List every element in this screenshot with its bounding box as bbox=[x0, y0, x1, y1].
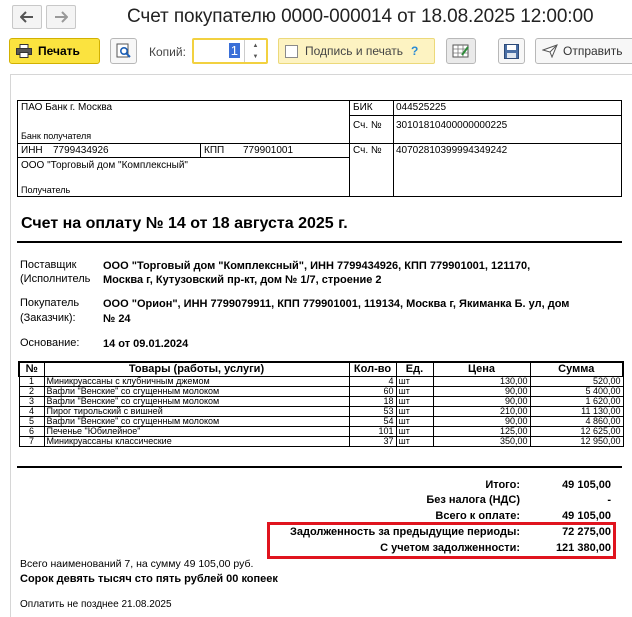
help-icon[interactable]: ? bbox=[411, 44, 419, 58]
cell-qty: 18 bbox=[349, 396, 396, 406]
cell-unit: шт bbox=[396, 426, 433, 436]
preview-button[interactable] bbox=[110, 38, 137, 64]
arrow-left-icon bbox=[20, 11, 34, 23]
copies-label: Копий: bbox=[149, 45, 186, 59]
vat-value: - bbox=[607, 494, 611, 506]
cell-sum: 12 625,00 bbox=[530, 426, 623, 436]
send-button-label: Отправить bbox=[563, 44, 623, 58]
cell-sum: 520,00 bbox=[530, 376, 623, 386]
col-goods: Товары (работы, услуги) bbox=[44, 362, 349, 376]
total-label: Итого: bbox=[485, 479, 520, 491]
buyer-line-2: № 24 bbox=[103, 313, 131, 325]
bik-label: БИК bbox=[353, 102, 373, 113]
cell-num: 6 bbox=[19, 426, 44, 436]
cell-price: 210,00 bbox=[433, 406, 530, 416]
cell-unit: шт bbox=[396, 386, 433, 396]
copies-input[interactable] bbox=[192, 38, 268, 64]
table-row bbox=[19, 406, 623, 416]
col-price: Цена bbox=[433, 362, 530, 376]
stepper-down-icon[interactable]: ▼ bbox=[252, 53, 259, 60]
supplier-line-2: Москва г, Кутузовский пр-кт, дом № 1/7, строение 2 bbox=[103, 274, 382, 286]
magnifier-icon bbox=[116, 43, 132, 59]
stepper-up-icon[interactable]: ▲ bbox=[252, 42, 259, 49]
due-value: 49 105,00 bbox=[562, 510, 611, 522]
col-unit: Ед. bbox=[396, 362, 433, 376]
cell-price: 125,00 bbox=[433, 426, 530, 436]
inn-value: 7799434926 bbox=[53, 145, 109, 156]
printer-icon bbox=[16, 44, 32, 58]
cell-price: 90,00 bbox=[433, 386, 530, 396]
cell-qty: 101 bbox=[349, 426, 396, 436]
buyer-label-2: (Заказчик): bbox=[20, 312, 76, 324]
buyer-line-1: ООО "Орион", ИНН 7799079911, КПП 779901001, 119134, Москва г, Якиманка Б. ул, дом bbox=[103, 298, 570, 310]
cell-qty: 60 bbox=[349, 386, 396, 396]
col-num: № bbox=[19, 362, 44, 376]
account-label: Сч. № bbox=[353, 145, 382, 156]
bik-value: 044525225 bbox=[396, 102, 447, 113]
print-button[interactable] bbox=[9, 38, 100, 64]
recipient-name: ООО "Торговый дом "Комплексный" bbox=[21, 160, 188, 171]
table-settings-icon bbox=[452, 43, 470, 59]
cell-name: Печенье "Юбилейное" bbox=[44, 426, 349, 436]
print-button-label: Печать bbox=[38, 44, 80, 58]
arrow-right-icon bbox=[54, 11, 68, 23]
bank-caption: Банк получателя bbox=[21, 131, 92, 141]
copies-stepper[interactable] bbox=[244, 40, 266, 62]
debt-label: Задолженность за предыдущие периоды: bbox=[289, 526, 520, 538]
cell-num: 1 bbox=[19, 376, 44, 386]
sign-and-print-checkbox[interactable] bbox=[278, 38, 435, 64]
with-debt-value: 121 380,00 bbox=[555, 542, 611, 554]
forward-button[interactable] bbox=[46, 5, 76, 29]
document-area[interactable] bbox=[10, 74, 632, 617]
cell-qty: 37 bbox=[349, 436, 396, 446]
title-bar bbox=[0, 0, 632, 34]
copies-value[interactable]: 1 bbox=[230, 43, 238, 58]
cell-name: Пирог тирольский с вишней bbox=[44, 406, 349, 416]
cell-sum: 1 620,00 bbox=[530, 396, 623, 406]
cell-unit: шт bbox=[396, 406, 433, 416]
table-row bbox=[19, 376, 623, 386]
col-qty: Кол-во bbox=[349, 362, 396, 376]
buyer-label: Покупатель bbox=[20, 297, 80, 309]
inn-label: ИНН bbox=[21, 145, 43, 156]
cell-unit: шт bbox=[396, 376, 433, 386]
sum-in-words: Сорок девять тысяч сто пять рублей 00 копеек bbox=[20, 573, 278, 585]
cell-name: Вафли "Венские" со сгущенным молоком bbox=[44, 416, 349, 426]
cell-name: Вафли "Венские" со сгущенным молоком bbox=[44, 396, 349, 406]
basis-label: Основание: bbox=[20, 337, 80, 349]
checkbox-icon[interactable] bbox=[285, 45, 298, 58]
due-label: Всего к оплате: bbox=[435, 510, 520, 522]
supplier-line-1: ООО "Торговый дом "Комплексный", ИНН 7799434926, КПП 779901001, 121170, bbox=[103, 260, 531, 272]
floppy-disk-icon bbox=[504, 44, 519, 59]
back-button[interactable] bbox=[12, 5, 42, 29]
pay-before: Оплатить не позднее 21.08.2025 bbox=[20, 599, 172, 610]
title-divider bbox=[17, 241, 622, 243]
account-value: 40702810399994349242 bbox=[396, 145, 508, 156]
kpp-value: 779901001 bbox=[243, 145, 294, 156]
cell-qty: 4 bbox=[349, 376, 396, 386]
bank-details bbox=[17, 100, 622, 197]
table-row bbox=[19, 426, 623, 436]
cell-unit: шт bbox=[396, 436, 433, 446]
debt-highlight-box bbox=[267, 522, 616, 559]
bank-name: ПАО Банк г. Москва bbox=[21, 102, 113, 113]
corr-account-value: 30101810400000000225 bbox=[396, 120, 508, 131]
cell-price: 90,00 bbox=[433, 396, 530, 406]
cell-price: 350,00 bbox=[433, 436, 530, 446]
cell-name: Миникруассаны классические bbox=[44, 436, 349, 446]
settings-button[interactable] bbox=[446, 38, 476, 64]
sign-and-print-label: Подпись и печать bbox=[305, 44, 404, 58]
kpp-label: КПП bbox=[204, 145, 225, 156]
col-sum: Сумма bbox=[530, 362, 623, 376]
cell-qty: 54 bbox=[349, 416, 396, 426]
cell-name: Миникруассаны с клубничным джемом bbox=[44, 376, 349, 386]
invoice-document bbox=[11, 75, 632, 617]
toolbar bbox=[0, 34, 632, 70]
cell-price: 130,00 bbox=[433, 376, 530, 386]
table-row bbox=[19, 416, 623, 426]
cell-sum: 4 860,00 bbox=[530, 416, 623, 426]
debt-value: 72 275,00 bbox=[562, 526, 611, 538]
recipient-caption: Получатель bbox=[21, 185, 71, 195]
cell-price: 90,00 bbox=[433, 416, 530, 426]
window-title: Счет покупателю 0000-000014 от 18.08.2025 12:00:00 bbox=[127, 6, 594, 27]
items-table bbox=[18, 361, 624, 447]
save-button[interactable] bbox=[498, 38, 525, 64]
send-button[interactable] bbox=[535, 38, 632, 64]
table-row bbox=[19, 386, 623, 396]
cell-sum: 11 130,00 bbox=[530, 406, 623, 416]
corr-account-label: Сч. № bbox=[353, 120, 382, 131]
cell-num: 7 bbox=[19, 436, 44, 446]
table-bottom-rule bbox=[17, 466, 622, 468]
cell-name: Вафли "Венские" со сгущенным молоком bbox=[44, 386, 349, 396]
cell-unit: шт bbox=[396, 416, 433, 426]
send-arrow-icon bbox=[542, 44, 558, 58]
supplier-label-2: (Исполнитель bbox=[20, 273, 91, 285]
vat-label: Без налога (НДС) bbox=[426, 494, 520, 506]
table-header-row bbox=[19, 362, 623, 376]
items-summary: Всего наименований 7, на сумму 49 105,00 руб. bbox=[20, 558, 254, 570]
cell-qty: 53 bbox=[349, 406, 396, 416]
cell-sum: 5 400,00 bbox=[530, 386, 623, 396]
cell-unit: шт bbox=[396, 396, 433, 406]
table-row bbox=[19, 436, 623, 446]
total-value: 49 105,00 bbox=[562, 479, 611, 491]
basis-value: 14 от 09.01.2024 bbox=[103, 338, 189, 350]
cell-num: 3 bbox=[19, 396, 44, 406]
cell-num: 5 bbox=[19, 416, 44, 426]
table-row bbox=[19, 396, 623, 406]
invoice-title: Счет на оплату № 14 от 18 августа 2025 г. bbox=[21, 215, 348, 232]
cell-num: 4 bbox=[19, 406, 44, 416]
cell-num: 2 bbox=[19, 386, 44, 396]
supplier-label: Поставщик bbox=[20, 259, 77, 271]
cell-sum: 12 950,00 bbox=[530, 436, 623, 446]
with-debt-label: С учетом задолженности: bbox=[380, 542, 520, 554]
